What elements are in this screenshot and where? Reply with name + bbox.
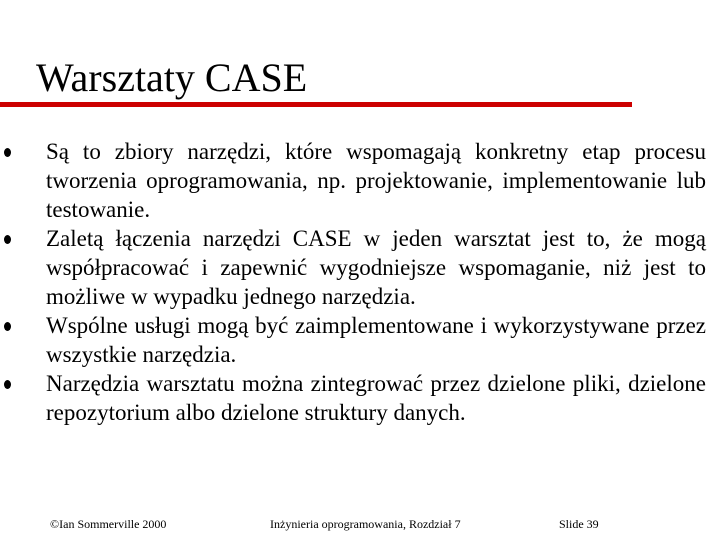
bullet-dot-icon <box>4 235 11 244</box>
bullet-text: Zaletą łączenia narzędzi CASE w jeden warsztat jest to, że mogą współpracować i zapewnić wygodniejsze wspomaganie, niż jest to możliwe w wypadku jednego narzędzia. <box>46 226 706 309</box>
bullet-item <box>46 224 706 311</box>
bullet-item <box>46 137 706 224</box>
footer-copyright: ©Ian Sommerville 2000 <box>50 517 167 531</box>
bullet-item <box>46 369 706 427</box>
bullet-dot-icon <box>4 322 11 331</box>
footer-slide-number: Slide 39 <box>559 517 599 531</box>
bullet-text: Są to zbiory narzędzi, które wspomagają konkretny etap procesu tworzenia oprogramowania, np. projektowanie, implementowanie lub testowanie. <box>46 139 706 222</box>
bullet-text: Wspólne usługi mogą być zaimplementowane i wykorzystywane przez wszystkie narzędzia. <box>46 313 706 367</box>
bullet-item <box>46 311 706 369</box>
title-underline <box>0 102 632 107</box>
bullet-dot-icon <box>4 380 11 389</box>
slide-title: Warsztaty CASE <box>36 55 308 100</box>
bullet-dot-icon <box>4 148 11 157</box>
footer-course: Inżynieria oprogramowania, Rozdział 7 <box>270 517 461 531</box>
bullet-text: Narzędzia warsztatu można zintegrować przez dzielone pliki, dzielone repozytorium albo dzielone struktury danych. <box>46 371 706 425</box>
bullet-list <box>46 137 706 427</box>
